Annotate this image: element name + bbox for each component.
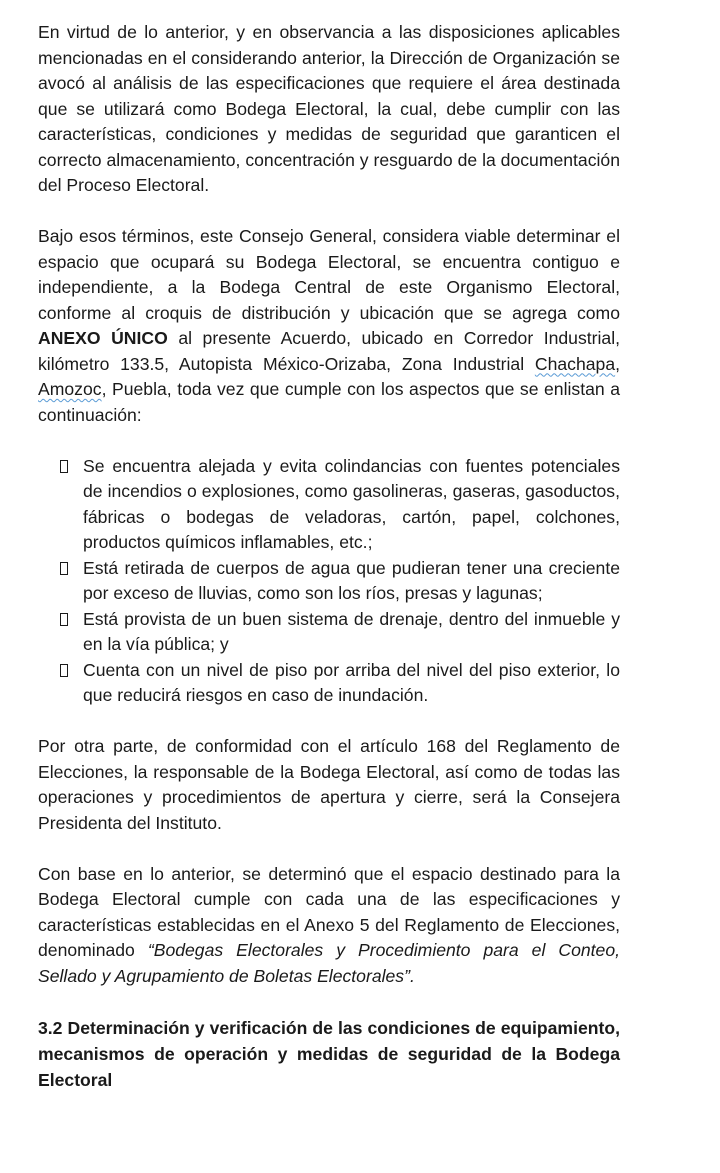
place-separator: , <box>615 353 620 374</box>
paragraph-1: En virtud de lo anterior, y en observancia a las disposiciones aplicables mencionadas en el considerando anterior, la Dirección de Organización se avocó al análisis de las especificaciones que requiere el área destinada que se utilizará como Bodega Electoral, la cual, debe cumplir con las características, condiciones y medidas de seguridad que garanticen el correcto almacenamiento, concentración y resguardo de la documentación del Proceso Electoral. <box>38 22 620 195</box>
missing-glyph-box-icon <box>60 562 68 575</box>
annex-reference: ANEXO ÚNICO <box>38 328 168 348</box>
list-item <box>60 454 620 556</box>
place-chachapa: Chachapa <box>534 353 616 374</box>
paragraph-2-text-c: , Puebla, toda vez que cumple con los aspectos que se enlistan a continuación: <box>38 379 620 425</box>
list-item-text: Está provista de un buen sistema de drenaje, dentro del inmueble y en la vía pública; y <box>83 608 620 654</box>
list-item-text: Se encuentra alejada y evita colindancias con fuentes potenciales de incendios o explosiones, como gasolineras, gaseras, gasoductos, fábricas o bodegas de veladoras, cartón, papel, colchones, productos químicos inflamables, etc.; <box>83 455 620 552</box>
section-heading: 3.2 Determinación y verificación de las condiciones de equipamiento, mecanismos de operación y medidas de seguridad de la Bodega Electoral <box>38 1017 620 1090</box>
paragraph-3: Por otra parte, de conformidad con el artículo 168 del Reglamento de Elecciones, la responsable de la Bodega Electoral, así como de todas las operaciones y procedimientos de apertura y cierre, será la Consejera Presidenta del Instituto. <box>38 736 620 833</box>
list-item <box>60 658 620 709</box>
missing-glyph-box-icon <box>60 664 68 677</box>
list-item <box>60 607 620 658</box>
paragraph-4 <box>38 862 620 990</box>
list-item-text: Cuenta con un nivel de piso por arriba del nivel del piso exterior, lo que reducirá riesgos en caso de inundación. <box>83 659 620 705</box>
list-item <box>60 556 620 607</box>
list-item-text: Está retirada de cuerpos de agua que pudieran tener una creciente por exceso de lluvias, como son los ríos, presas y lagunas; <box>83 557 620 603</box>
place-amozoc: Amozoc <box>38 379 102 399</box>
paragraph-2-text-a: Bajo esos términos, este Consejo General, considera viable determinar el espacio que ocupará su Bodega Electoral, se encuentra contiguo e independiente, a la Bodega Central de este Organismo Electoral, conforme al croquis de distribución y ubicación que se agrega como <box>38 226 620 323</box>
paragraph-2 <box>38 224 620 428</box>
missing-glyph-box-icon <box>60 460 68 473</box>
requirements-list <box>38 454 620 709</box>
missing-glyph-box-icon <box>60 613 68 626</box>
paragraph-2-text-b: al presente Acuerdo, ubicado en Corredor Industrial, kilómetro 133.5, Autopista México-Orizaba, Zona Industrial <box>38 328 620 374</box>
paragraph-4-text: Con base en lo anterior, se determinó que el espacio destinado para la Bodega Electoral cumple con cada una de las especificaciones y características establecidas en el Anexo 5 del Reglamento de Elecciones, denominado <box>38 863 620 960</box>
annex-title: “Bodegas Electorales y Procedimiento para el Conteo, Sellado y Agrupamiento de Boletas Electorales”. <box>38 940 621 986</box>
